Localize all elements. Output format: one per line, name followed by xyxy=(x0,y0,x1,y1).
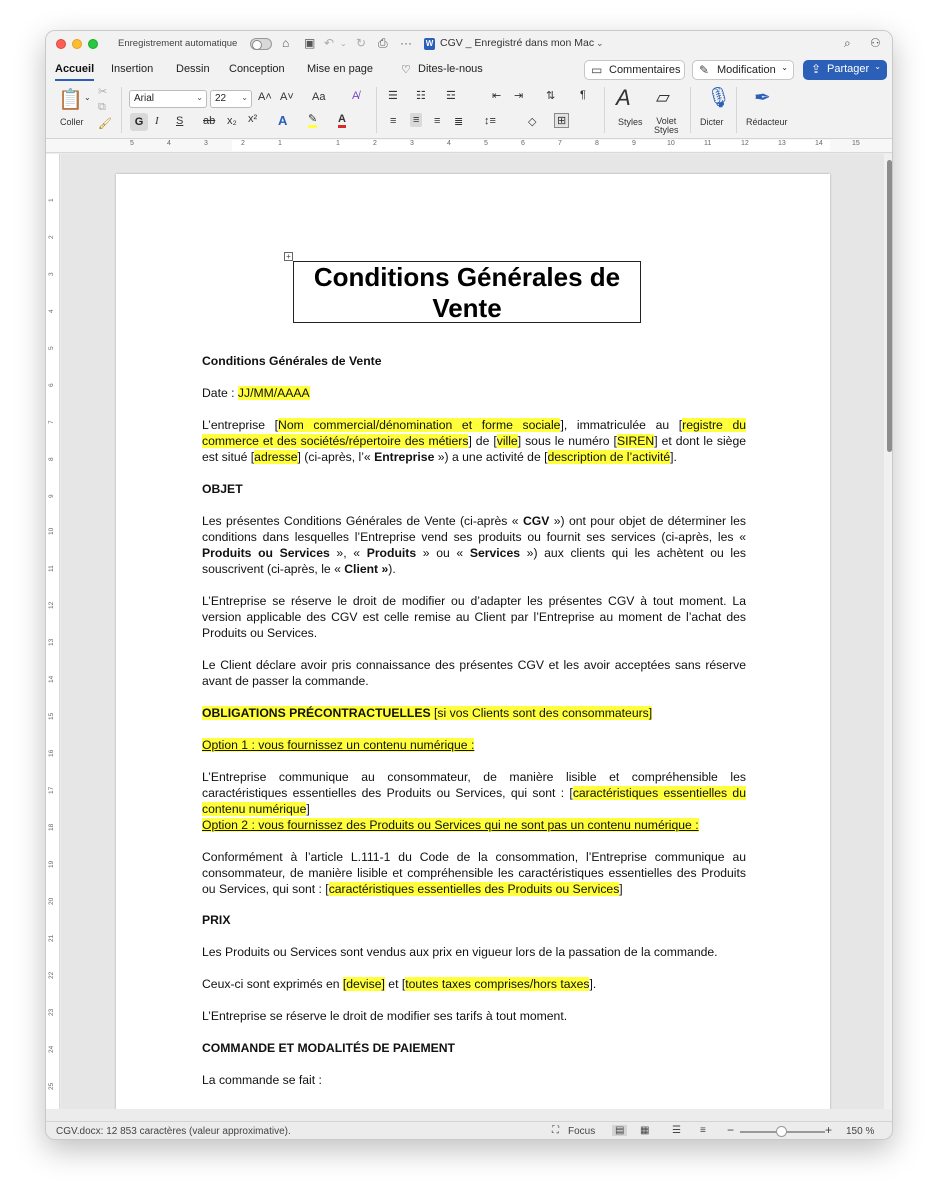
vruler-number: 9 xyxy=(48,494,55,498)
paragraph-acceptation: Le Client déclare avoir pris connaissance des présentes CGV et les avoir acceptées sans réserve avant de passer la commande. xyxy=(202,658,746,688)
styles-icon[interactable]: A xyxy=(616,85,631,110)
focus-button[interactable]: Focus xyxy=(568,1126,596,1137)
paragraph-prix-2 xyxy=(202,976,746,992)
text-run: ») aux clients qui les achètent ou les souscrivent (ci-après, le « xyxy=(202,546,746,576)
italic-button[interactable]: I xyxy=(155,115,159,127)
styles-pane-label[interactable] xyxy=(654,117,679,135)
text-run: Ceux-ci sont exprimés en xyxy=(202,977,343,991)
tab-accueil[interactable]: Accueil xyxy=(55,63,95,75)
tab-conception[interactable]: Conception xyxy=(229,63,285,75)
word-document-icon: W xyxy=(425,39,434,48)
placeholder-field: caractéristiques essentielles du contenu numérique xyxy=(202,786,746,816)
text-run: ») a une activité de [ xyxy=(434,450,548,464)
ruler-number: 15 xyxy=(852,140,860,147)
table-move-handle-icon[interactable]: + xyxy=(284,252,293,261)
ruler-number: 10 xyxy=(667,140,675,147)
paragraph-prix-3: L’Entreprise se réserve le droit de modifier ses tarifs à tout moment. xyxy=(202,1009,568,1023)
character-count[interactable]: CGV.docx: 12 853 caractères (valeur approximative). xyxy=(56,1126,291,1137)
heading-objet: OBJET xyxy=(202,482,243,496)
ruler-number: 1 xyxy=(336,140,340,147)
undo-icon[interactable]: ↶ xyxy=(324,36,335,50)
ruler-number: 12 xyxy=(741,140,749,147)
grow-font-button[interactable]: A˄ xyxy=(258,91,272,103)
ruler-number: 13 xyxy=(778,140,786,147)
increase-indent-icon[interactable]: ⇥ xyxy=(514,90,524,102)
bold-term: Produits xyxy=(366,546,417,560)
title-chevron-down-icon[interactable]: ⌄ xyxy=(596,38,604,48)
placeholder-field: description de l’activité xyxy=(547,450,671,464)
title-bar xyxy=(46,31,892,57)
subtitle: Conditions Générales de Vente xyxy=(202,354,382,368)
vruler-number: 15 xyxy=(48,712,55,720)
vruler-number: 22 xyxy=(48,971,55,979)
paragraph-prix-1: Les Produits ou Services sont vendus aux prix en vigueur lors de la passation de la commande. xyxy=(202,945,718,959)
vruler-number: 12 xyxy=(48,601,55,609)
editor-label[interactable]: Rédacteur xyxy=(746,117,788,127)
ruler-number: 4 xyxy=(447,140,451,147)
vruler-number: 20 xyxy=(48,897,55,905)
ruler-number: 2 xyxy=(241,140,245,147)
placeholder-field: Nom commercial/dénomination et forme sociale xyxy=(278,418,561,432)
placeholder-field: adresse xyxy=(254,450,298,464)
bullets-icon[interactable]: ☰ xyxy=(388,90,398,102)
text-run: L’entreprise [ xyxy=(202,418,279,432)
chevron-down-icon: ⌄ xyxy=(781,63,788,72)
vertical-ruler[interactable] xyxy=(46,154,60,1109)
heading-commande: COMMANDE ET MODALITÉS DE PAIEMENT xyxy=(202,1041,456,1055)
vruler-number: 25 xyxy=(48,1082,55,1090)
save-icon[interactable]: ▣ xyxy=(304,36,316,50)
lightbulb-icon: ♡ xyxy=(401,64,411,76)
text-run: », « xyxy=(329,546,367,560)
underline-button[interactable]: S xyxy=(176,115,184,127)
tab-insertion[interactable]: Insertion xyxy=(111,63,154,75)
close-window-button[interactable] xyxy=(56,39,66,49)
strikethrough-button[interactable]: ab xyxy=(203,115,216,127)
document-page[interactable] xyxy=(116,174,830,1109)
ruler-number: 9 xyxy=(632,140,636,147)
styles-label[interactable]: Styles xyxy=(618,117,643,127)
paste-label[interactable]: Coller xyxy=(60,117,84,127)
vruler-number: 23 xyxy=(48,1008,55,1016)
outline-view-icon[interactable]: ☰ xyxy=(672,1125,681,1136)
paragraph-objet xyxy=(202,513,746,577)
vruler-number: 10 xyxy=(48,527,55,535)
title-line-2: Vente xyxy=(432,293,502,323)
bold-term: Entreprise xyxy=(374,450,435,464)
vruler-number: 1 xyxy=(48,198,55,202)
align-right-icon[interactable]: ≡ xyxy=(434,115,441,127)
ruler-number: 11 xyxy=(704,140,712,147)
vruler-number: 11 xyxy=(48,565,55,572)
text-run: ] (ci-après, l’« xyxy=(297,450,375,464)
text-run: ] xyxy=(306,802,310,816)
date-label: Date : xyxy=(202,386,238,400)
ribbon-separator xyxy=(604,87,605,133)
vruler-number: 7 xyxy=(48,420,55,424)
ruler-number: 7 xyxy=(558,140,562,147)
text-run: Les présentes Conditions Générales de Vente (ci-après « xyxy=(202,514,523,528)
ruler-number: 5 xyxy=(130,140,134,147)
font-size-chevron-icon: ⌄ xyxy=(241,93,248,102)
align-left-icon[interactable]: ≡ xyxy=(390,115,397,127)
copy-icon[interactable]: ⧉ xyxy=(98,101,106,113)
date-line xyxy=(202,385,746,401)
pencil-icon: ✎ xyxy=(699,63,710,77)
vruler-number: 5 xyxy=(48,346,55,350)
font-size-value: 22 xyxy=(215,93,227,104)
ruler-number: 3 xyxy=(204,140,208,147)
ruler-number: 4 xyxy=(167,140,171,147)
vruler-number: 21 xyxy=(48,934,55,942)
vruler-number: 19 xyxy=(48,860,55,868)
ruler-number: 8 xyxy=(595,140,599,147)
minimize-window-button[interactable] xyxy=(72,39,82,49)
font-name-chevron-icon: ⌄ xyxy=(196,93,203,102)
text-run: ] de [ xyxy=(468,434,497,448)
decrease-indent-icon[interactable]: ⇤ xyxy=(492,90,502,102)
vruler-number: 18 xyxy=(48,823,55,831)
text-run: ] sous le numéro [ xyxy=(517,434,617,448)
focus-icon[interactable]: ⛶ xyxy=(552,1125,559,1136)
document-title-box[interactable] xyxy=(293,261,641,323)
ribbon-separator xyxy=(690,87,691,133)
ruler-number: 14 xyxy=(815,140,823,147)
modification-label: Modification xyxy=(717,64,776,76)
home-icon[interactable]: ⌂ xyxy=(282,36,290,50)
search-icon[interactable]: ⌕ xyxy=(844,36,851,50)
heading-prix: PRIX xyxy=(202,913,231,927)
account-icon[interactable]: ⚇ xyxy=(870,36,881,50)
tab-dites-le-nous[interactable]: Dites-le-nous xyxy=(418,63,483,75)
tab-mise-en-page[interactable]: Mise en page xyxy=(307,63,374,75)
microphone-icon[interactable]: 🎙 xyxy=(706,87,732,109)
format-painter-icon[interactable]: 🖌 xyxy=(98,118,112,130)
more-icon[interactable]: ··· xyxy=(400,36,412,50)
text-run: ] xyxy=(619,882,623,896)
paragraph-option-2 xyxy=(202,849,746,897)
superscript-button[interactable]: x² xyxy=(248,113,258,125)
heading-obligations-note: [si vos Clients sont des consommateurs] xyxy=(430,706,653,720)
numbering-icon[interactable]: ☷ xyxy=(416,90,426,102)
comments-label: Commentaires xyxy=(609,64,681,76)
text-effects-icon[interactable]: A xyxy=(278,113,288,128)
subscript-button[interactable]: x₂ xyxy=(227,115,237,127)
zoom-out-button[interactable]: − xyxy=(727,1123,735,1137)
paste-chevron-down-icon[interactable]: ⌄ xyxy=(84,93,91,102)
paragraph-modification: L’Entreprise se réserve le droit de modifier ou d’adapter les présentes CGV à tout moment. La version applicable des CGV est celle remise au Client par l’Entreprise au moment de l’achat des Produits ou Services. xyxy=(202,594,746,640)
text-run: ). xyxy=(388,562,396,576)
editor-pen-icon[interactable]: ✒ xyxy=(754,87,771,109)
vruler-number: 6 xyxy=(48,383,55,387)
font-name-value: Arial xyxy=(134,93,155,104)
date-field: JJ/MM/AAAA xyxy=(237,386,310,400)
print-icon[interactable]: ⎙ xyxy=(378,36,388,50)
modification-button[interactable] xyxy=(692,60,794,80)
text-run: et [ xyxy=(384,977,406,991)
dictate-label[interactable]: Dicter xyxy=(700,117,724,127)
autosave-label: Enregistrement automatique xyxy=(118,38,238,49)
placeholder-field: toutes taxes comprises/hors taxes xyxy=(405,977,590,991)
word-window xyxy=(45,30,893,1140)
horizontal-ruler[interactable] xyxy=(46,139,892,153)
pilcrow-icon[interactable]: ¶ xyxy=(580,89,586,101)
text-run: » ou « xyxy=(416,546,470,560)
styles-pane-icon[interactable]: ▱ xyxy=(656,87,670,107)
comment-icon: ▭ xyxy=(591,63,603,77)
text-run: Conformément à l’article L.111-1 du Code de la consommation, l’Entreprise communique au consommateur, de manière lisible et compréhensible les caractéristiques essentielles des Produits ou Services, qui sont : [ xyxy=(202,850,746,896)
ribbon-tabs xyxy=(46,57,892,83)
option-2-text: Option 2 : vous fournissez des Produits ou Services qui ne sont pas un contenu numérique : xyxy=(202,818,699,832)
scrollbar-thumb[interactable] xyxy=(887,160,892,452)
font-size-select[interactable] xyxy=(210,90,252,108)
redo-icon[interactable]: ↻ xyxy=(356,36,367,50)
zoom-level[interactable]: 150 % xyxy=(846,1126,875,1137)
paragraph-commande: La commande se fait : xyxy=(202,1073,322,1087)
vruler-number: 4 xyxy=(48,309,55,313)
clipboard-icon[interactable]: 📋 xyxy=(58,89,83,111)
vruler-number: 13 xyxy=(48,638,55,646)
vruler-number: 17 xyxy=(48,786,55,794)
line-spacing-icon[interactable]: ↕≡ xyxy=(484,115,496,127)
print-layout-icon[interactable]: ▤ xyxy=(612,1125,627,1136)
text-run: L’Entreprise communique au consommateur, de manière lisible et compréhensible les caractéristiques essentielles des Produits ou Services, qui sont : [ xyxy=(202,770,746,800)
ruler-number: 3 xyxy=(410,140,414,147)
autosave-toggle[interactable] xyxy=(250,38,272,50)
vertical-scrollbar[interactable] xyxy=(884,154,893,1109)
clear-format-icon[interactable]: A̸ xyxy=(352,90,360,102)
borders-icon[interactable]: ⊞ xyxy=(554,113,569,128)
sort-icon[interactable]: ⇅ xyxy=(546,90,556,102)
placeholder-field: caractéristiques essentielles des Produits ou Services xyxy=(328,882,620,896)
bold-term: Produits ou Services xyxy=(202,546,330,560)
status-bar xyxy=(46,1121,892,1140)
styles-pane-label-1: Volet xyxy=(656,116,677,126)
bold-term: Client » xyxy=(344,562,389,576)
ruler-number: 1 xyxy=(278,140,282,147)
share-button[interactable] xyxy=(803,60,887,80)
ruler-number: 5 xyxy=(484,140,488,147)
text-run: ]. xyxy=(670,450,677,464)
font-name-select[interactable] xyxy=(129,90,207,108)
vruler-number: 14 xyxy=(48,675,55,683)
option-1 xyxy=(202,737,746,753)
shading-icon[interactable]: ◇ xyxy=(528,116,537,128)
zoom-window-button[interactable] xyxy=(88,39,98,49)
title-line-1: Conditions Générales de xyxy=(313,262,621,292)
placeholder-field: SIREN xyxy=(616,434,655,448)
heading-obligations-title: OBLIGATIONS PRÉCONTRACTUELLES xyxy=(202,706,431,720)
undo-dropdown-icon[interactable]: ⌄ xyxy=(340,39,347,48)
zoom-in-button[interactable]: + xyxy=(825,1123,833,1137)
align-center-icon[interactable]: ≡ xyxy=(410,113,422,127)
vruler-number: 16 xyxy=(48,749,55,757)
shrink-font-button[interactable]: A˅ xyxy=(280,91,294,103)
text-run: ») ont pour objet de déterminer les conditions dans lesquelles l’Entreprise vend ses produits ou fournit ses services (ci-après, les « xyxy=(202,514,746,544)
paragraph-company xyxy=(202,417,746,465)
placeholder-field: ville xyxy=(496,434,518,448)
share-icon: ⇪ xyxy=(811,62,822,76)
multilevel-list-icon[interactable]: ☲ xyxy=(446,90,456,102)
bold-button[interactable]: G xyxy=(130,113,148,131)
vruler-number: 3 xyxy=(48,272,55,276)
ribbon-separator xyxy=(736,87,737,133)
ruler-number: 2 xyxy=(373,140,377,147)
document-title[interactable]: CGV _ Enregistré dans mon Mac xyxy=(440,37,595,49)
option-1-text: Option 1 : vous fournissez un contenu numérique : xyxy=(202,738,475,752)
paragraph-option-1 xyxy=(202,769,746,817)
text-run: ]. xyxy=(589,977,597,991)
draft-view-icon[interactable]: ≡ xyxy=(700,1125,706,1136)
text-run: ] et dont le siège est situé [ xyxy=(202,434,746,464)
vruler-number: 2 xyxy=(48,235,55,239)
ribbon-separator xyxy=(121,87,122,133)
ribbon-separator xyxy=(376,87,377,133)
document-canvas[interactable] xyxy=(61,154,884,1109)
placeholder-field: [devise] xyxy=(342,977,385,991)
web-layout-icon[interactable]: ▦ xyxy=(640,1125,650,1136)
styles-pane-label-2: Styles xyxy=(654,125,679,135)
bold-term: Services xyxy=(469,546,521,560)
text-run: ], immatriculée au [ xyxy=(560,418,683,432)
bold-term: CGV xyxy=(522,514,550,528)
ribbon-home xyxy=(46,83,892,139)
option-2 xyxy=(202,817,746,833)
share-chevron-down-icon: ⌄ xyxy=(874,62,881,71)
share-label: Partager xyxy=(827,63,870,75)
cut-icon[interactable]: ✂ xyxy=(98,86,108,98)
justify-icon[interactable]: ≣ xyxy=(454,116,464,128)
ruler-number: 6 xyxy=(521,140,525,147)
change-case-button[interactable]: Aa xyxy=(312,91,326,103)
tab-dessin[interactable]: Dessin xyxy=(176,63,210,75)
heading-obligations xyxy=(202,705,746,721)
zoom-slider-knob[interactable] xyxy=(776,1126,787,1137)
vruler-number: 24 xyxy=(48,1045,55,1053)
comments-button[interactable] xyxy=(584,60,685,80)
vruler-number: 8 xyxy=(48,457,55,461)
font-color-icon[interactable]: A xyxy=(338,113,346,128)
highlight-icon[interactable]: ✎ xyxy=(308,113,317,128)
placeholder-field: registre du commerce et des sociétés/répertoire des métiers xyxy=(202,418,747,448)
